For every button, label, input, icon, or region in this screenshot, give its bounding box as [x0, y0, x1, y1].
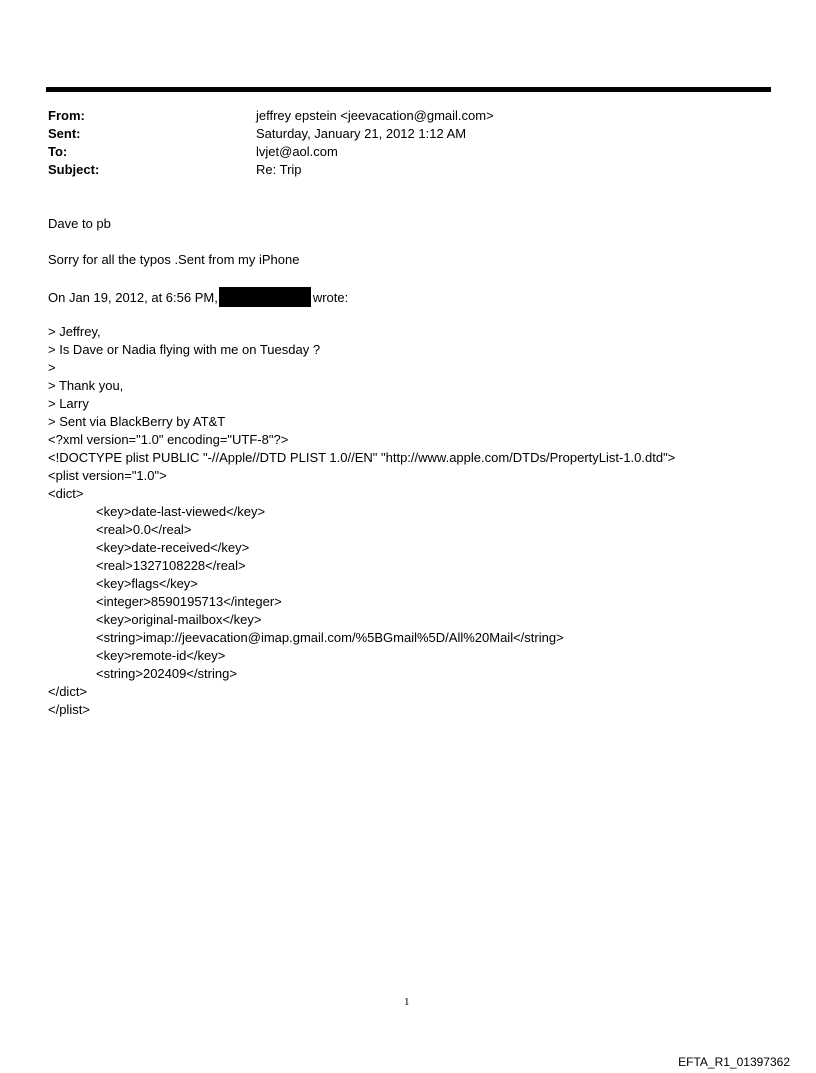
- header-rule: [46, 87, 771, 92]
- plist-inner-line: <key>remote-id</key>: [96, 648, 226, 663]
- from-value: jeffrey epstein <jeevacation@gmail.com>: [256, 108, 494, 123]
- sent-label: Sent:: [48, 126, 81, 141]
- page-number: 1: [404, 996, 410, 1008]
- plist-inner-line: <key>flags</key>: [96, 576, 198, 591]
- quote-intro-before: On Jan 19, 2012, at 6:56 PM,: [48, 290, 218, 305]
- quote-intro-after: wrote:: [312, 290, 349, 305]
- quoted-line: > Sent via BlackBerry by AT&T: [48, 414, 226, 429]
- plist-inner-line: <real>0.0</real>: [96, 522, 192, 537]
- plist-inner-line: <key>date-received</key>: [96, 540, 250, 555]
- quote-intro: [48, 287, 348, 307]
- quoted-line: > Larry: [48, 396, 89, 411]
- to-value: lvjet@aol.com: [256, 144, 338, 159]
- plist-inner-line: <real>1327108228</real>: [96, 558, 246, 573]
- plist-line: <dict>: [48, 486, 84, 501]
- plist-close-line: </plist>: [48, 702, 90, 717]
- subject-value: Re: Trip: [256, 162, 302, 177]
- plist-inner-line: <integer>8590195713</integer>: [96, 594, 282, 609]
- subject-label: Subject:: [48, 162, 100, 177]
- plist-inner-line: <key>date-last-viewed</key>: [96, 504, 266, 519]
- quoted-line: >: [48, 360, 56, 375]
- plist-line: <?xml version="1.0" encoding="UTF-8"?>: [48, 432, 289, 447]
- plist-close-line: </dict>: [48, 684, 88, 699]
- body-line: Sorry for all the typos .Sent from my iPhone: [48, 252, 300, 267]
- plist-inner-line: <key>original-mailbox</key>: [96, 612, 262, 627]
- redaction-box: [219, 287, 311, 307]
- plist-line: <!DOCTYPE plist PUBLIC "-//Apple//DTD PLIST 1.0//EN" "http://www.apple.com/DTDs/PropertyList-1.0.dtd">: [48, 450, 676, 465]
- sent-value: Saturday, January 21, 2012 1:12 AM: [256, 126, 467, 141]
- quoted-line: > Jeffrey,: [48, 324, 101, 339]
- plist-inner-line: <string>imap://jeevacation@imap.gmail.com/%5BGmail%5D/All%20Mail</string>: [96, 630, 564, 645]
- quoted-line: > Is Dave or Nadia flying with me on Tuesday ?: [48, 342, 321, 357]
- body-line: Dave to pb: [48, 216, 111, 231]
- document-id: EFTA_R1_01397362: [678, 1055, 790, 1069]
- quoted-line: > Thank you,: [48, 378, 124, 393]
- plist-line: <plist version="1.0">: [48, 468, 167, 483]
- to-label: To:: [48, 144, 68, 159]
- plist-inner-line: <string>202409</string>: [96, 666, 237, 681]
- from-label: From:: [48, 108, 85, 123]
